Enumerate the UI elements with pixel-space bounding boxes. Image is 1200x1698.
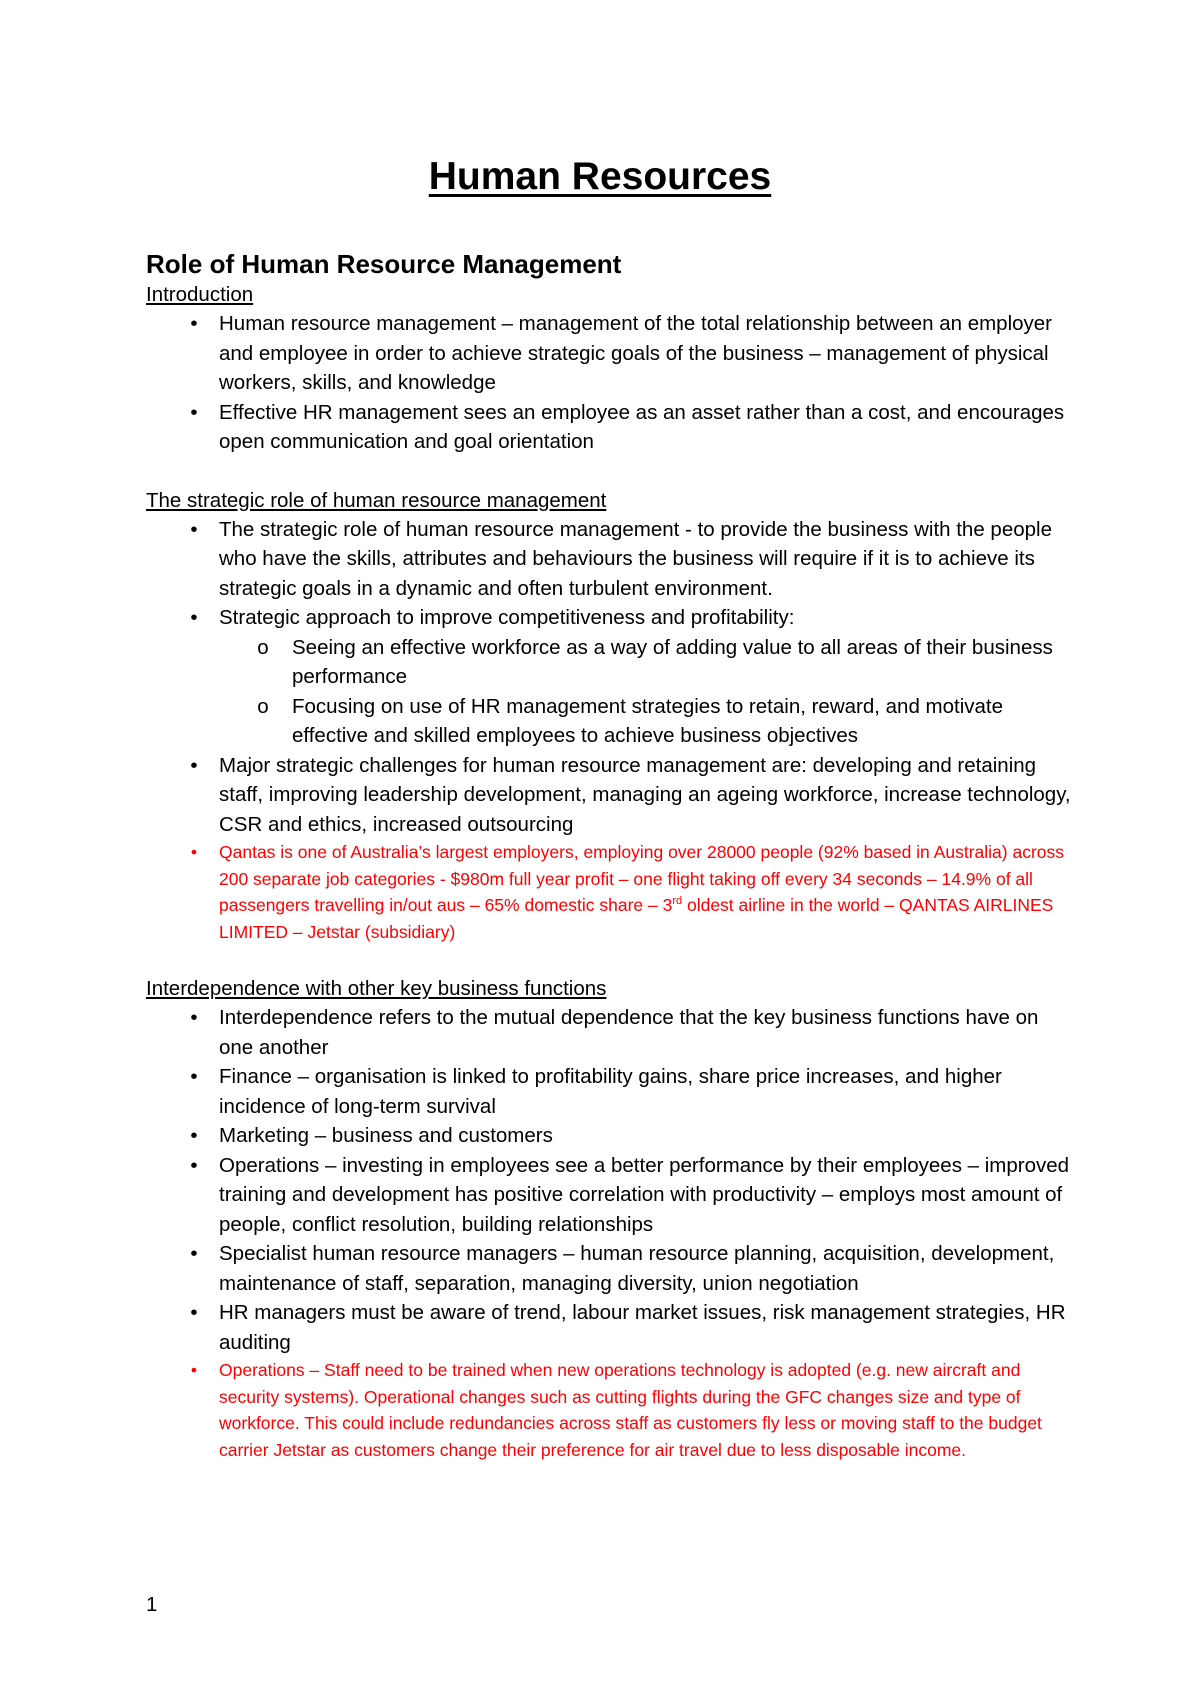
list-item-text: Effective HR management sees an employee as an asset rather than a cost, and encourages open communication and goal orientation [219,400,1065,453]
list-item [146,1239,1076,1298]
bullet-icon: • [190,1006,198,1029]
sub-bullet-list [219,633,1076,751]
bullet-icon: • [190,753,198,777]
bullet-icon: • [190,1065,198,1088]
bullet-list-interdependence [146,1003,1076,1463]
note-text-continued: oldest airline in the world – QANTAS AIRLINES LIMITED – Jetstar (subsidiary) [219,895,1054,942]
sub-list-item [219,633,1076,692]
list-item-text: Marketing – business and customers [219,1124,553,1147]
list-item [146,515,1076,604]
document-title: Human Resources [428,155,772,198]
bullet-icon: • [190,517,198,541]
list-item [146,603,1076,751]
bullet-icon: • [190,1124,198,1147]
list-item-text: Specialist human resource managers – human resource planning, acquisition, development, maintenance of staff, separation, managing diversity, union negotiation [219,1242,1055,1295]
bullet-list-introduction [146,309,1076,457]
section-heading: Role of Human Resource Management [146,249,622,279]
list-item [146,1003,1076,1062]
list-item-text: Strategic approach to improve competitiveness and profitability: [219,606,795,629]
page-number: 1 [146,1593,158,1616]
bullet-icon: • [190,1301,198,1324]
sub-bullet-icon: o [257,694,269,718]
list-item-text: The strategic role of human resource management - to provide the business with the people who have the skills, attributes and behaviours the business will require if it is to achieve its strategic goals in a dynamic and often turbulent environment. [219,517,1052,600]
subsection-heading-introduction: Introduction [146,283,254,306]
list-item-text: Human resource management – management of the total relationship between an employer and employee in order to achieve strategic goals of the business – management of physical workers, skills, and knowledge [219,312,1053,394]
bullet-icon: • [190,400,198,424]
bullet-icon: • [190,606,198,629]
note-item-qantas [146,839,1076,945]
note-text: Operations – Staff need to be trained when new operations technology is adopted (e.g. new aircraft and security systems). Operational changes such as cutting flights during the GFC changes size and type of workforce. This could include redundancies across staff as customers fly less or moving staff to the budget carrier Jetstar as customers change their preference for air travel due to less disposable income. [219,1360,1042,1460]
subsection-heading-strategic-role: The strategic role of human resource management [146,488,607,512]
note-item-operations [146,1357,1076,1463]
subsection-heading-interdependence: Interdependence with other key business functions [146,977,607,1000]
sub-list-item-text: Seeing an effective workforce as a way of adding value to all areas of their business performance [292,635,1053,688]
list-item [146,1298,1076,1357]
bullet-icon: • [190,312,198,335]
sub-list-item-text: Focusing on use of HR management strategies to retain, reward, and motivate effective and skilled employees to achieve business objectives [292,694,1004,747]
list-item [146,1121,1076,1151]
list-item [146,751,1076,840]
list-item-text: Finance – organisation is linked to profitability gains, share price increases, and higher incidence of long-term survival [219,1065,1002,1118]
sub-list-item [219,692,1076,751]
note-superscript: rd [672,895,683,908]
sub-bullet-icon: o [257,635,269,659]
bullet-icon: • [190,842,198,862]
list-item [146,309,1076,398]
list-item-text: Operations – investing in employees see a better performance by their employees – improved training and development has positive correlation with productivity – employs most amount of people, conflict resolution, building relationships [219,1153,1070,1236]
list-item-text: Major strategic challenges for human resource management are: developing and retaining staff, improving leadership development, managing an ageing workforce, increase technology, CSR and ethics, increased outsourcing [219,753,1071,836]
bullet-icon: • [190,1242,198,1265]
list-item-text: Interdependence refers to the mutual dependence that the key business functions have on one another [219,1006,1039,1059]
list-item [146,398,1076,457]
list-item-text: HR managers must be aware of trend, labour market issues, risk management strategies, HR auditing [219,1301,1066,1354]
bullet-list-strategic-role [146,515,1076,946]
document-body [146,247,1076,1463]
list-item [146,1151,1076,1240]
bullet-icon: • [190,1360,198,1380]
list-item [146,1062,1076,1121]
bullet-icon: • [190,1153,198,1177]
note-text: Qantas is one of Australia’s largest employers, employing over 28000 people (92% based in Australia) across 200 separate job categories - $980m full year profit – one flight taking off every 34 seconds – 14.9% of all passengers travelling in/out aus – 65% domestic share – 3 [219,842,1065,915]
